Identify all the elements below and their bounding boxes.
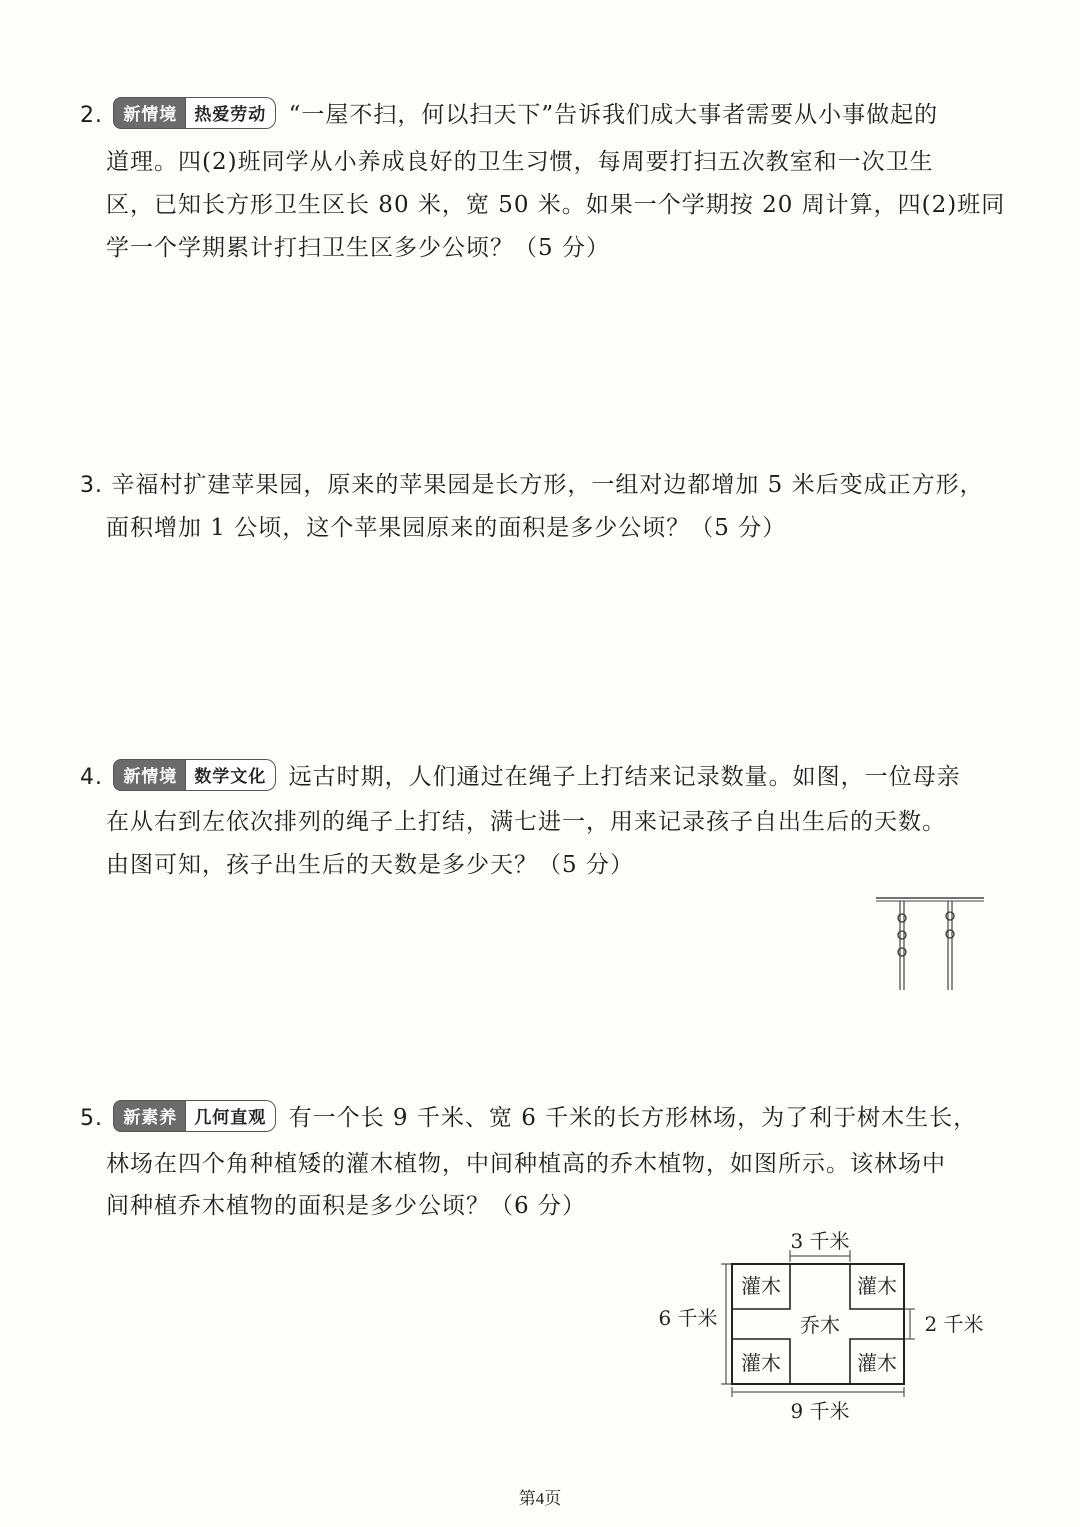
problem-text-line: 在从右到左依次排列的绳子上打结，满七进一，用来记录孩子自出生后的天数。 [106, 809, 946, 835]
problem-tags [113, 97, 276, 129]
tag-topic: 数学文化 [186, 759, 276, 791]
dimension-right: 2 千米 [924, 1312, 984, 1336]
problem-number: 4. [80, 765, 103, 790]
problem-text-line: 学一个学期累计打扫卫生区多少公顷？（5 分） [106, 235, 610, 261]
tag-new-literacy: 新素养 [113, 1100, 186, 1132]
problem-tags [113, 759, 276, 791]
corner-label: 灌木 [857, 1274, 897, 1298]
problem-text-line: 辛福村扩建苹果园，原来的苹果园是长方形，一组对边都增加 5 米后变成正方形， [111, 472, 984, 498]
knot [946, 930, 954, 938]
problem-text-line: 林场在四个角种植矮的灌木植物，中间种植高的乔木植物，如图所示。该林场中 [106, 1151, 946, 1177]
tag-topic: 几何直观 [186, 1100, 276, 1132]
knot-rope-figure [870, 890, 990, 1000]
problem-text-line: 道理。四(2)班同学从小养成良好的卫生习惯，每周要打扫五次教室和一次卫生 [106, 149, 934, 175]
corner-label: 灌木 [857, 1351, 897, 1375]
dimension-left: 6 千米 [658, 1306, 718, 1330]
forest-diagram [640, 1222, 1000, 1432]
problem-text-line: 区，已知长方形卫生区长 80 米，宽 50 米。如果一个学期按 20 周计算，四(2)班同 [106, 192, 1006, 218]
knot [898, 948, 906, 956]
center-label: 乔木 [800, 1313, 840, 1337]
knot [946, 912, 954, 920]
dimension-bottom: 9 千米 [790, 1399, 850, 1423]
problem-text-line: 远古时期，人们通过在绳子上打结来记录数量。如图，一位母亲 [288, 764, 961, 790]
problem-number: 3. [80, 473, 103, 498]
corner-label: 灌木 [741, 1351, 781, 1375]
problem-text-line: “一屋不扫，何以扫天下”告诉我们成大事者需要从小事做起的 [288, 102, 939, 128]
problem-text-line: 面积增加 1 公顷，这个苹果园原来的面积是多少公顷？（5 分） [106, 515, 787, 541]
problem-text-line: 有一个长 9 千米、宽 6 千米的长方形林场，为了利于树木生长， [288, 1105, 978, 1131]
knot [898, 914, 906, 922]
problem-number: 2. [80, 103, 103, 128]
tag-new-context: 新情境 [113, 97, 186, 129]
corner-label: 灌木 [741, 1274, 781, 1298]
tag-new-context: 新情境 [113, 759, 186, 791]
knot [898, 931, 906, 939]
problem-text-line: 由图可知，孩子出生后的天数是多少天？（5 分） [106, 852, 634, 878]
problem-tags [113, 1100, 276, 1132]
problem-text-line: 间种植乔木植物的面积是多少公顷？（6 分） [106, 1193, 586, 1219]
dimension-top: 3 千米 [790, 1229, 850, 1253]
problem-number: 5. [80, 1106, 103, 1131]
page-number: 第4页 [518, 1489, 562, 1508]
tag-topic: 热爱劳动 [186, 97, 276, 129]
